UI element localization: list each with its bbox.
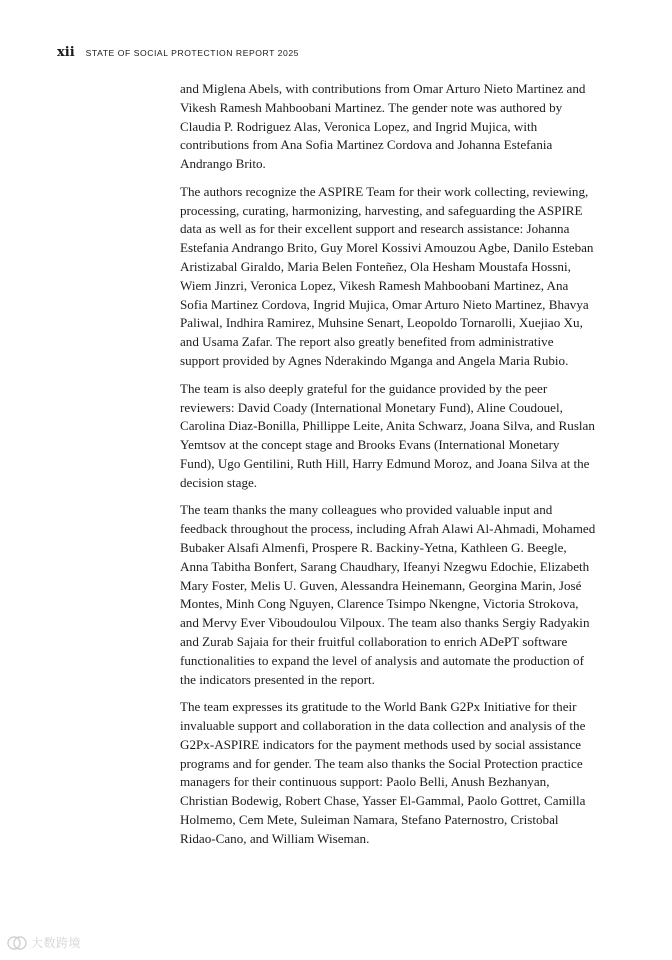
body-text [180, 80, 596, 858]
paragraph: The team expresses its gratitude to the World Bank G2Px Initiative for their invaluable support and collaboration in the data collection and analysis of the G2Px-ASPIRE indicators for the payment methods used by social assistance programs and for gender. The team also thanks the Social Protection practice managers for their continuous support: Paolo Belli, Anush Bezhanyan, Christian Bodewig, Robert Chase, Yasser El-Gammal, Paolo Gottret, Camilla Holmemo, Cem Mete, Suleiman Namara, Stefano Paternostro, Cristobal Ridao-Cano, and William Wiseman. [180, 699, 586, 846]
watermark-logo-icon [6, 935, 28, 951]
page-number: xii [57, 45, 75, 60]
running-section-title: STATE OF SOCIAL PROTECTION REPORT 2025 [85, 48, 299, 58]
paragraph: The team is also deeply grateful for the guidance provided by the peer reviewers: David Coady (International Monetary Fund), Aline Coudouel, Carolina Diaz-Bonilla, Phillippe Leite, Anita Schwarz, Joana Silva, and Ruslan Yemtsov at the concept stage and Brooks Evans (International Monetary Fund), Ugo Gentilini, Ruth Hill, Harry Edmund Moroz, and Joana Silva at the decision stage. [180, 380, 595, 490]
watermark [6, 934, 81, 951]
paragraph: The authors recognize the ASPIRE Team for their work collecting, reviewing, processing, curating, harmonizing, harvesting, and safeguarding the ASPIRE data as well as for their excellent support and research assistance: Johanna Estefania Andrango Brito, Guy Morel Kossivi Amouzou Agbe, Danilo Esteban Aristizabal Giraldo, Maria Belen Fonteñez, Ola Hesham Moustafa Hossni, Wiem Jinzri, Veronica Lopez, Vikesh Ramesh Mahboobani Martinez, Ana Sofia Martinez Cordova, Ingrid Mujica, Omar Arturo Nieto Martinez, Bhavya Paliwal, Indhira Ramirez, Muhsine Senart, Leopoldo Tornarolli, Xuejiao Xu, and Usama Zafar. The report also greatly benefited from administrative support provided by Agnes Nderakindo Mganga and Angela Maria Rubio. [180, 183, 594, 369]
paragraph: The team thanks the many colleagues who provided valuable input and feedback throughout the process, including Afrah Alawi Al-Ahmadi, Mohamed Bubaker Alsafi Almenfi, Prospere R. Backiny-Yetna, Kathleen G. Beegle, Anna Tabitha Bonfert, Sarang Chaudhary, Ifeanyi Nzegwu Edochie, Elizabeth Mary Foster, Melis U. Guven, Alessandra Heinemann, Georgina Marin, José Montes, Minh Cong Nguyen, Clarence Tsimpo Nkengne, Victoria Strokova, and Mervy Ever Viboudoulou Vilpoux. The team also thanks Sergiy Radyakin and Zurab Sajaia for their fruitful collaboration to enrich ADePT software functionalities to expand the level of analysis and automate the production of the indicators presented in the report. [180, 502, 596, 687]
paragraph: and Miglena Abels, with contributions from Omar Arturo Nieto Martinez and Vikesh Ramesh Mahboobani Martinez. The gender note was authored by Claudia P. Rodriguez Alas, Veronica Lopez, and Ingrid Mujica, with contributions from Ana Sofia Martinez Cordova and Johanna Estefania Andrango Brito. [180, 81, 586, 172]
running-header [57, 45, 299, 60]
watermark-text: 大数跨境 [31, 936, 82, 950]
